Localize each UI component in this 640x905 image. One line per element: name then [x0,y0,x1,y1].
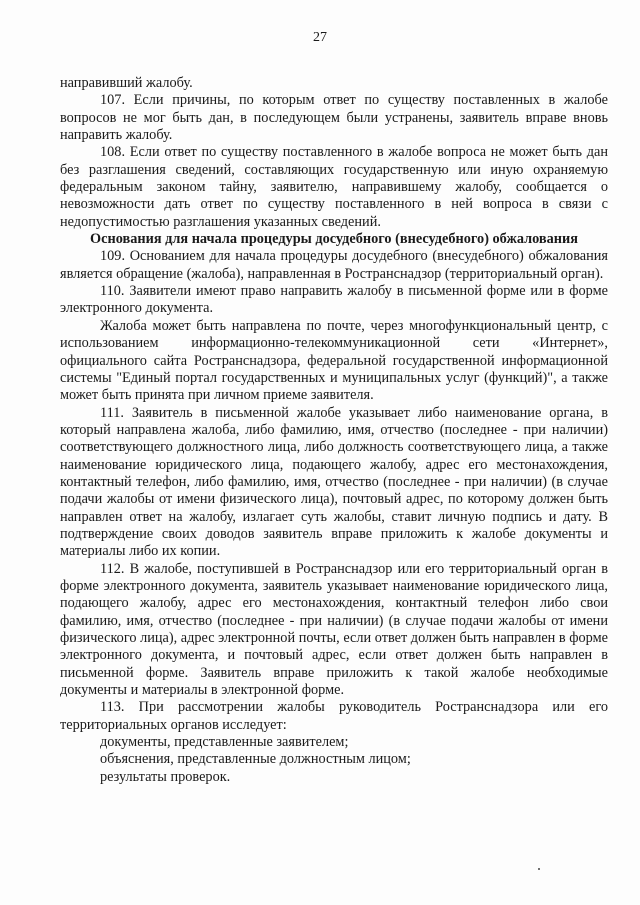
paragraph-108: 108. Если ответ по существу поставленного в жалобе вопроса не может быть дан без разглашения сведений, составляющих государственную или иную охраняемую федеральным законом тайну, заявителю, направившему жалобу, сообщается о невозможности дать ответ по существу поставленного в ней вопроса в связи с недопустимостью разглашения указанных сведений. [60,144,608,230]
paragraph-111: 111. Заявитель в письменной жалобе указывает либо наименование органа, в который направлена жалоба, либо фамилию, имя, отчество (последнее - при наличии) соответствующего должностного лица, либо должность соответствующего лица, а также наименование юридического лица, подающего жалобу, адрес его местонахождения, контактный телефон, либо фамилию, имя, отчество (последнее - при наличии) (в случае подачи жалобы от имени физического лица), почтовый адрес, по которому должен быть направлен ответ на жалобу, излагает суть жалобы, ставит личную подпись и дату. В подтверждение своих доводов заявитель вправе приложить к жалобе документы и материалы либо их копии. [60,404,608,560]
scan-speck [538,868,540,870]
paragraph-113: 113. При рассмотрении жалобы руководитель Ространснадзора или его территориальных органов исследует: [60,699,608,733]
page-number: 27 [313,30,327,45]
paragraph-continuation: направивший жалобу. [60,75,193,91]
paragraph-112: 112. В жалобе, поступившей в Ространснадзор или его территориальный орган в форме электронного документа, заявитель указывает наименование юридического лица, подающего жалобу, адрес его местонахождения, контактный телефон либо свои фамилию, имя, отчество (последнее - при наличии) (в случае подачи жалобы от имени физического лица), адрес электронной почты, если ответ должен быть направлен в форме электронного документа, и почтовый адрес, если ответ должен быть направлен в письменной форме. Заявитель вправе приложить к такой жалобе необходимые документы и материалы в электронной форме. [60,560,608,699]
list-item: объяснения, представленные должностным лицом; [100,751,411,768]
paragraph-110: 110. Заявители имеют право направить жалобу в письменной форме или в форме электронного документа. [60,283,608,317]
document-body [60,75,608,786]
paragraph-109: 109. Основанием для начала процедуры досудебного (внесудебного) обжалования является обращение (жалоба), направленная в Ространснадзор (территориальный орган). [60,248,608,282]
list-item: документы, представленные заявителем; [100,734,349,751]
list-item: результаты проверок. [100,768,231,785]
section-heading: Основания для начала процедуры досудебного (внесудебного) обжалования [89,231,578,248]
paragraph-107: 107. Если причины, по которым ответ по существу поставленных в жалобе вопросов не мог быть дан, в последующем были устранены, заявитель вправе вновь направить жалобу. [60,92,608,144]
paragraph-110-cont: Жалоба может быть направлена по почте, через многофункциональный центр, с использованием информационно-телекоммуникационной сети «Интернет», официального сайта Ространснадзора, федеральной государственной информационной системы "Единый портал государственных и муниципальных услуг (функций)", а также может быть принята при личном приеме заявителя. [60,317,608,404]
